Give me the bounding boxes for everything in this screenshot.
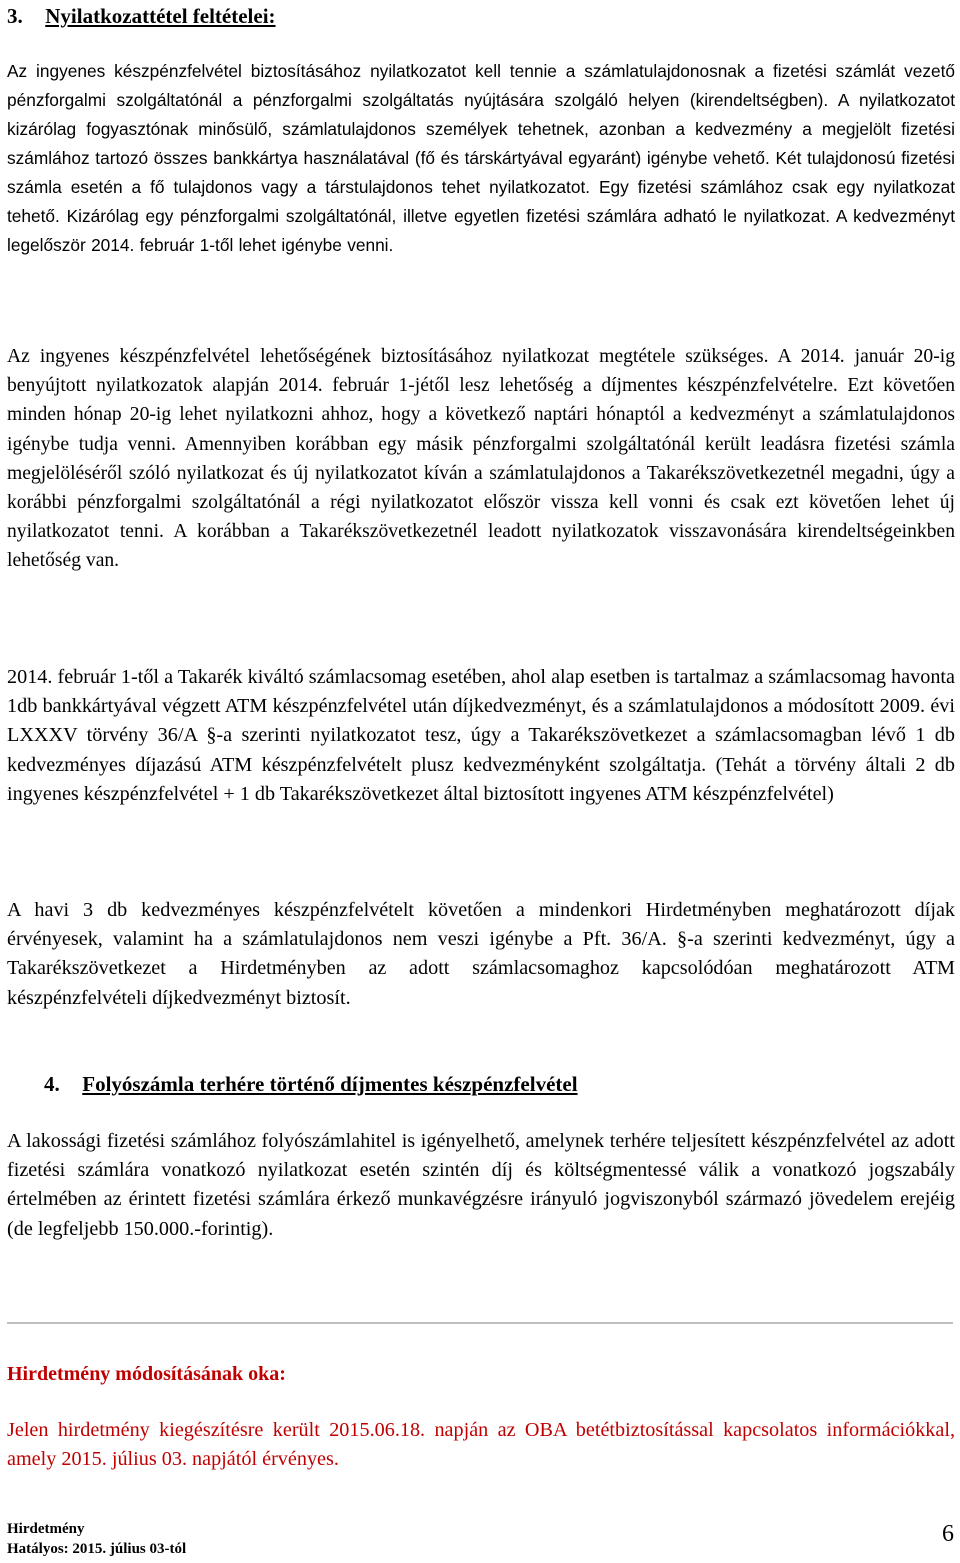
footer-doc-name: Hirdetmény: [7, 1521, 85, 1537]
footer-effective-date: Hatályos: 2015. július 03-tól: [7, 1541, 187, 1557]
footer-info: [7, 1519, 186, 1559]
section-4-number: 4.: [44, 1072, 60, 1096]
section-3-heading: [7, 3, 276, 29]
section-3-number: 3.: [7, 4, 23, 28]
section-4-heading: [44, 1071, 578, 1097]
page-number: 6: [942, 1521, 954, 1547]
section-divider: [7, 1322, 953, 1324]
section-3-paragraph-1: Az ingyenes készpénzfelvétel biztosításához nyilatkozatot kell tennie a számlatulajdonosnak a fizetési számlát vezető pénzforgalmi szolgáltatónál a pénzforgalmi szolgáltatás nyújtására szolgáló helyen (kirendeltségben). A nyilatkozatot kizárólag fogyasztónak minősülő, számlatulajdonos személyek tehetnek, azonban a kedvezmény a megjelölt fizetési számlához tartozó összes bankkártya használatával (fő és társkártyával egyaránt) igénybe vehető. Két tulajdonosú fizetési számla esetén a fő tulajdonos vagy a társtulajdonos tehet nyilatkozatot. Egy fizetési számlához csak egy nyilatkozat tehető. Kizárólag egy pénzforgalmi szolgáltatónál, illetve egyetlen fizetési számlára adható le nyilatkozat. A kedvezményt legelőször 2014. február 1-től lehet igénybe venni.: [7, 61, 955, 255]
section-4-title: Folyószámla terhére történő díjmentes készpénzfelvétel: [82, 1072, 578, 1096]
section-3-paragraph-2-serif: Az ingyenes készpénzfelvétel lehetőségének biztosításához nyilatkozat megtétele szükséges. A 2014. január 20-ig benyújtott nyilatkozatok alapján 2014. február 1-jétől lesz lehetőség a díjmentes készpénzfelvételre. Ezt követően minden hónap 20-ig lehet nyilatkozni ahhoz, hogy a következő naptári hónaptól a kedvezményt a számlatulajdonos igénybe tudja venni. Amennyiben korábban egy másik pénzforgalmi szolgáltatónál került leadásra fizetési számla megjelöléséről szóló nyilatkozat és új nyilatkozatot kíván a számlatulajdonos a Takarékszövetkezetnél megadni, úgy a korábbi pénzforgalmi szolgáltatónál a régi nyilatkozatot először vissza kell vonni és csak ezt követően lehet új nyilatkozatot tenni. A korábban a Takarékszövetkezetnél leadott nyilatkozatok visszavonására kirendeltségeinkben lehetőség van.: [7, 346, 955, 572]
modification-text: Jelen hirdetmény kiegészítésre került 2015.06.18. napján az OBA betétbiztosítással kapcsolatos információkkal, amely 2015. július 03. napjától érvényes.: [7, 1419, 955, 1471]
section-4-paragraph-1: A lakossági fizetési számlához folyószámlahitel is igényelhető, amelynek terhére teljesített készpénzfelvétel az adott fizetési számlára vonatkozó nyilatkozat esetén szintén díj és költségmentessé válik a vonatkozó jogszabály értelmében az érintett fizetési számlára érkező munkavégzésre irányuló jogviszonyból származó jövedelem erejéig (de legfeljebb 150.000.-forintig).: [7, 1130, 955, 1240]
section-3-title: Nyilatkozattétel feltételei:: [45, 4, 276, 28]
modification-heading: Hirdetmény módosításának oka:: [7, 1363, 286, 1385]
section-3-paragraph-4: A havi 3 db kedvezményes készpénzfelvételt követően a mindenkori Hirdetményben meghatározott díjak érvényesek, valamint ha a számlatulajdonos nem veszi igénybe a Pft. 36/A. §-a szerinti kedvezményt, úgy a Takarékszövetkezet a Hirdetményben az adott számlacsomaghoz kapcsolódóan meghatározott ATM készpénzfelvételi díjkedvezményt biztosít.: [7, 899, 955, 1009]
section-3-paragraph-3: 2014. február 1-től a Takarék kiváltó számlacsomag esetében, ahol alap esetben is tartalmaz a számlacsomag havonta 1db bankkártyával végzett ATM készpénzfelvétel után díjkedvezményt, és a számlatulajdonos a módosított 2009. évi LXXXV törvény 36/A §-a szerinti nyilatkozatot tesz, úgy a Takarékszövetkezet a számlacsomagban lévő 1 db kedvezményes díjazású ATM készpénzfelvételt plusz kedvezményként szolgáltatja. (Tehát a törvény általi 2 db ingyenes készpénzfelvétel + 1 db Takarékszövetkezet által biztosított ingyenes ATM készpénzfelvétel): [7, 666, 955, 805]
